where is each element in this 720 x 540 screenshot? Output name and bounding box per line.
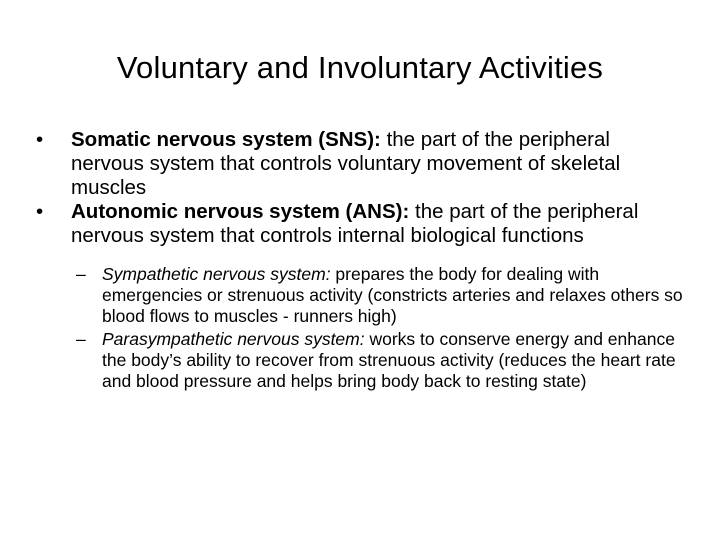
subbullet-marker: – (76, 329, 86, 349)
bullet-marker: • (36, 128, 44, 151)
subbullet-term: Sympathetic nervous system: (102, 264, 331, 284)
subbullet-parasympathetic (36, 329, 686, 392)
bullet-marker: • (36, 200, 44, 223)
bullet-text: the part of the peripheral nervous system that controls internal biological functions (71, 200, 639, 247)
subbullet-marker: – (76, 264, 86, 284)
subbullet-list (36, 264, 686, 392)
bullet-text: the part of the peripheral nervous system that controls voluntary movement of skeletal muscles (71, 128, 621, 199)
subbullet-term: Parasympathetic nervous system: (102, 329, 365, 349)
bullet-somatic (36, 128, 686, 200)
slide-title: Voluntary and Involuntary Activities (116, 50, 604, 85)
subbullet-text: prepares the body for dealing with emergencies or strenuous activity (constricts arteries and relaxes others so blood flows to muscles - runners high) (102, 264, 683, 326)
bullet-autonomic (36, 200, 686, 248)
subbullet-sympathetic (36, 264, 686, 327)
bullet-term: Autonomic nervous system (ANS): (71, 200, 410, 223)
bullet-term: Somatic nervous system (SNS): (71, 128, 381, 151)
subbullet-text: works to conserve energy and enhance the body’s ability to recover from strenuous activity (reduces the heart rate and blood pressure and helps bring body back to resting state) (102, 329, 676, 391)
slide-body (36, 128, 686, 392)
